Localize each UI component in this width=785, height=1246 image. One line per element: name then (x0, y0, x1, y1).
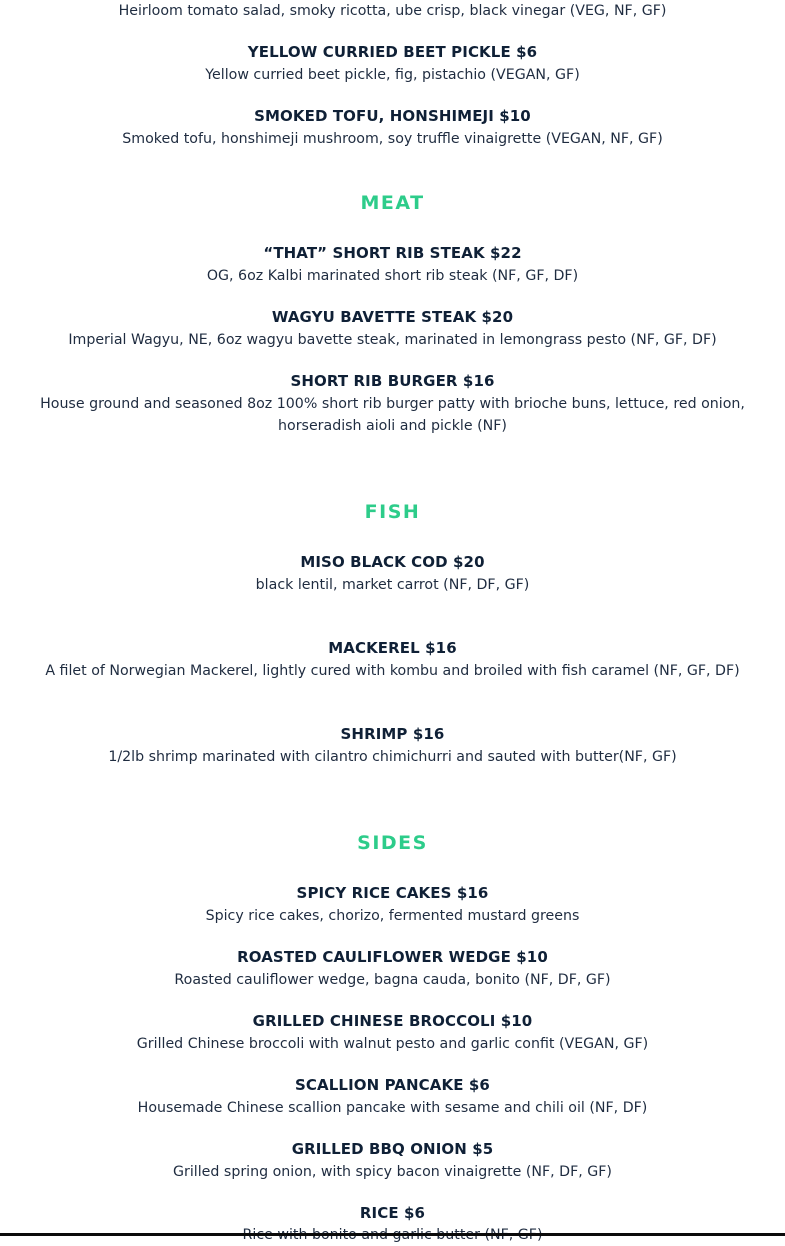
item-description: House ground and seasoned 8oz 100% short rib burger patty with brioche buns, lettuce, red onion, horseradish aioli and pickle (NF) (40, 396, 745, 434)
item-description: 1/2lb shrimp marinated with cilantro chimichurri and sauted with butter(NF, GF) (108, 749, 677, 765)
item-name: YELLOW CURRIED BEET PICKLE $6 (247, 43, 538, 61)
item-name: “THAT” SHORT RIB STEAK $22 (263, 244, 522, 262)
item-description: Smoked tofu, honshimeji mushroom, soy truffle vinaigrette (VEGAN, NF, GF) (122, 131, 663, 147)
item-description: Grilled Chinese broccoli with walnut pesto and garlic confit (VEGAN, GF) (136, 1036, 649, 1052)
item-name: GRILLED CHINESE BROCCOLI $10 (252, 1012, 533, 1030)
item-description: Roasted cauliflower wedge, bagna cauda, bonito (NF, DF, GF) (174, 972, 611, 988)
item-description: Grilled spring onion, with spicy bacon vinaigrette (NF, DF, GF) (173, 1164, 612, 1180)
item-name: SHRIMP $16 (340, 725, 445, 743)
item-name: RICE $6 (359, 1204, 426, 1222)
item-description: OG, 6oz Kalbi marinated short rib steak (NF, GF, DF) (206, 268, 579, 284)
section-title-fish: FISH (364, 501, 421, 523)
item-description: Imperial Wagyu, NE, 6oz wagyu bavette steak, marinated in lemongrass pesto (NF, GF, DF) (68, 332, 717, 348)
item-name: WAGYU BAVETTE STEAK $20 (271, 308, 514, 326)
item-description: Housemade Chinese scallion pancake with sesame and chili oil (NF, DF) (137, 1100, 648, 1116)
item-description: Yellow curried beet pickle, fig, pistachio (VEGAN, GF) (205, 67, 580, 83)
section-title-meat: MEAT (360, 192, 425, 214)
item-name: SPICY RICE CAKES $16 (296, 884, 489, 902)
item-name: GRILLED BBQ ONION $5 (291, 1140, 494, 1158)
item-description: A filet of Norwegian Mackerel, lightly cured with kombu and broiled with fish caramel (NF, GF, DF) (45, 663, 740, 679)
item-name: ROASTED CAULIFLOWER WEDGE $10 (237, 948, 548, 966)
section-title-sides: SIDES (357, 832, 428, 854)
item-name: MISO BLACK COD $20 (300, 553, 485, 571)
item-name: SCALLION PANCAKE $6 (295, 1076, 490, 1094)
item-description: Heirloom tomato salad, smoky ricotta, ube crisp, black vinegar (VEG, NF, GF) (118, 3, 667, 19)
item-description: black lentil, market carrot (NF, DF, GF) (255, 577, 530, 593)
item-description: Spicy rice cakes, chorizo, fermented mustard greens (205, 908, 580, 924)
item-name: SMOKED TOFU, HONSHIMEJI $10 (254, 107, 531, 125)
item-name: SHORT RIB BURGER $16 (290, 372, 495, 390)
item-name: MACKEREL $16 (328, 639, 457, 657)
